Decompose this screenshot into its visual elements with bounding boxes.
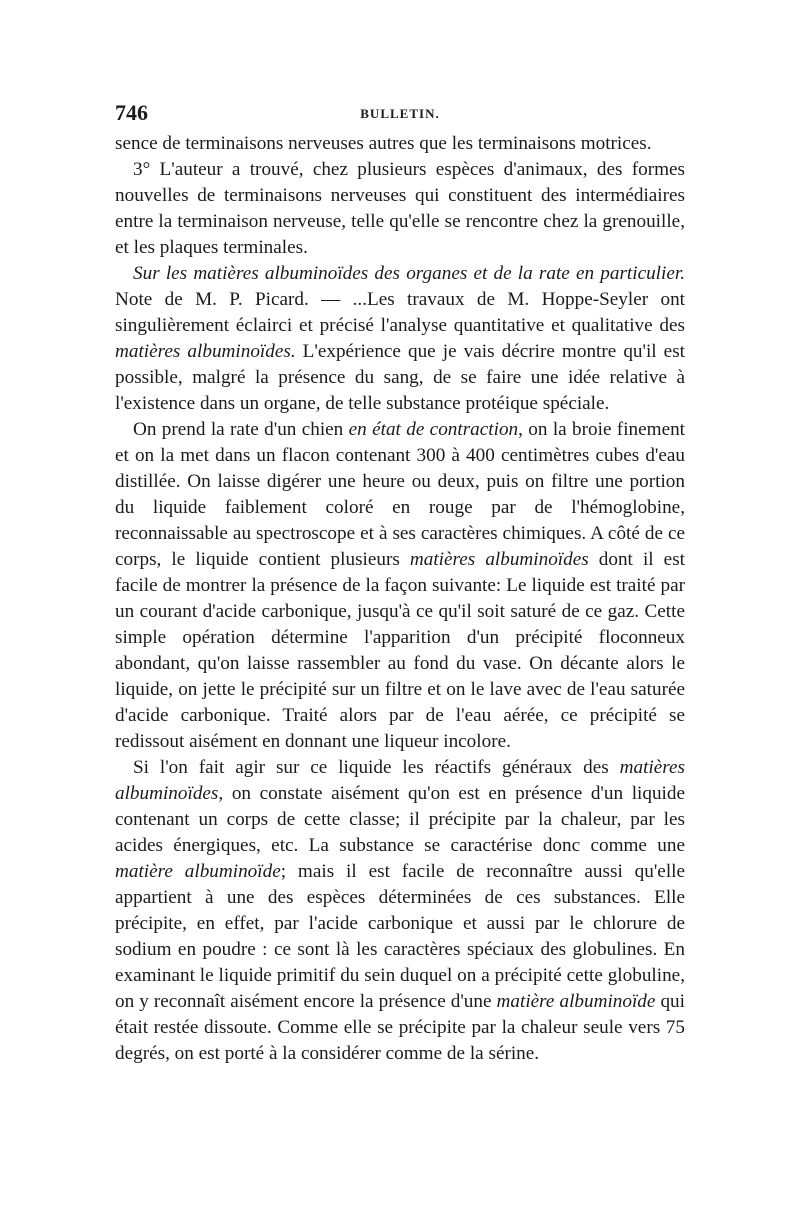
italic-run: matières albuminoïdes. <box>115 341 296 362</box>
text-run: dont il est facile de montrer la présence de la façon suivante: Le liquide est traité par un courant d'acide carbonique, jusqu'à ce qu'il soit saturé de ce gaz. Cette simple opération détermine l'apparition d'un précipité floconneux abondant, qu'on laisse rassembler au fond du vase. On décante alors le liquide, on jette le précipité sur un filtre et on le lave avec de l'eau saturée d'acide carbonique. Traité alors par de l'eau aérée, ce précipité se redissout aisément en donnant une liqueur incolore. <box>115 549 685 752</box>
text-run: , on la broie finement et on la met dans un flacon contenant 300 à 400 centimètres cubes d'eau distillée. On laisse digérer une heure ou deux, puis on filtre une portion du liquide faiblement coloré en rouge par de l'hémoglobine, reconnaissable au spectroscope et à ses caractères chimiques. A côté de ce corps, le liquide contient plusieurs <box>115 419 686 570</box>
text-run: L'expérience que je vais décrire montre qu'il est possible, malgré la présence du sang, de se faire une idée relative à l'existence dans un organe, de telle substance protéique spéciale. <box>115 341 685 414</box>
page-header <box>115 100 685 130</box>
running-head: BULLETIN. <box>360 106 440 121</box>
italic-run: en état de contraction <box>348 419 519 440</box>
italic-run: matière albuminoïde <box>115 861 281 882</box>
text-run: , on constate aisément qu'on est en présence d'un liquide contenant un corps de cette classe; il précipite par la chaleur, par les acides énergiques, etc. La substance se caractérise donc comme une <box>115 783 685 856</box>
paragraph-reactions <box>115 755 685 1067</box>
paragraph-point-3: 3° L'auteur a trouvé, chez plusieurs espèces d'animaux, des formes nouvelles de terminaisons nerveuses qui constituent des intermédiaires entre la terminaison nerveuse, telle qu'elle se rencontre chez la grenouille, et les plaques terminales. <box>115 159 685 258</box>
italic-run: matières albuminoïdes <box>115 757 685 804</box>
paragraph-continuation: sence de terminaisons nerveuses autres que les terminaisons motrices. <box>115 133 652 154</box>
article-title: Sur les matières albuminoïdes des organes et de la rate en particulier. <box>133 263 685 284</box>
text-run: On prend la rate d'un chien <box>133 419 349 440</box>
page-number: 746 <box>115 100 148 125</box>
italic-run: matières albuminoïdes <box>409 549 589 570</box>
text-run: qui était restée dissoute. Comme elle se précipite par la chaleur seule vers 75 degrés, on est porté à la considérer comme de la sérine. <box>115 991 685 1064</box>
text-run: Note de M. P. Picard. — ...Les travaux de M. Hoppe-Seyler ont singulièrement éclairci et précisé l'analyse quantitative et qualitative des <box>115 289 685 336</box>
paragraph-method <box>115 417 685 755</box>
text-run: ; mais il est facile de reconnaître aussi qu'elle appartient à une des espèces déterminées de ces substances. Elle précipite, en effet, par l'acide carbonique et aussi par le chlorure de sodium en poudre : ce sont là les caractères spéciaux des globulines. En examinant le liquide primitif du sein duquel on a précipité cette globuline, on y reconnaît aisément encore la présence d'une <box>115 861 686 1012</box>
italic-run: matière albuminoïde <box>496 991 656 1012</box>
paragraph-picard-note <box>115 261 685 417</box>
text-run: Si l'on fait agir sur ce liquide les réactifs généraux des <box>133 757 620 778</box>
body-text <box>115 131 685 1067</box>
